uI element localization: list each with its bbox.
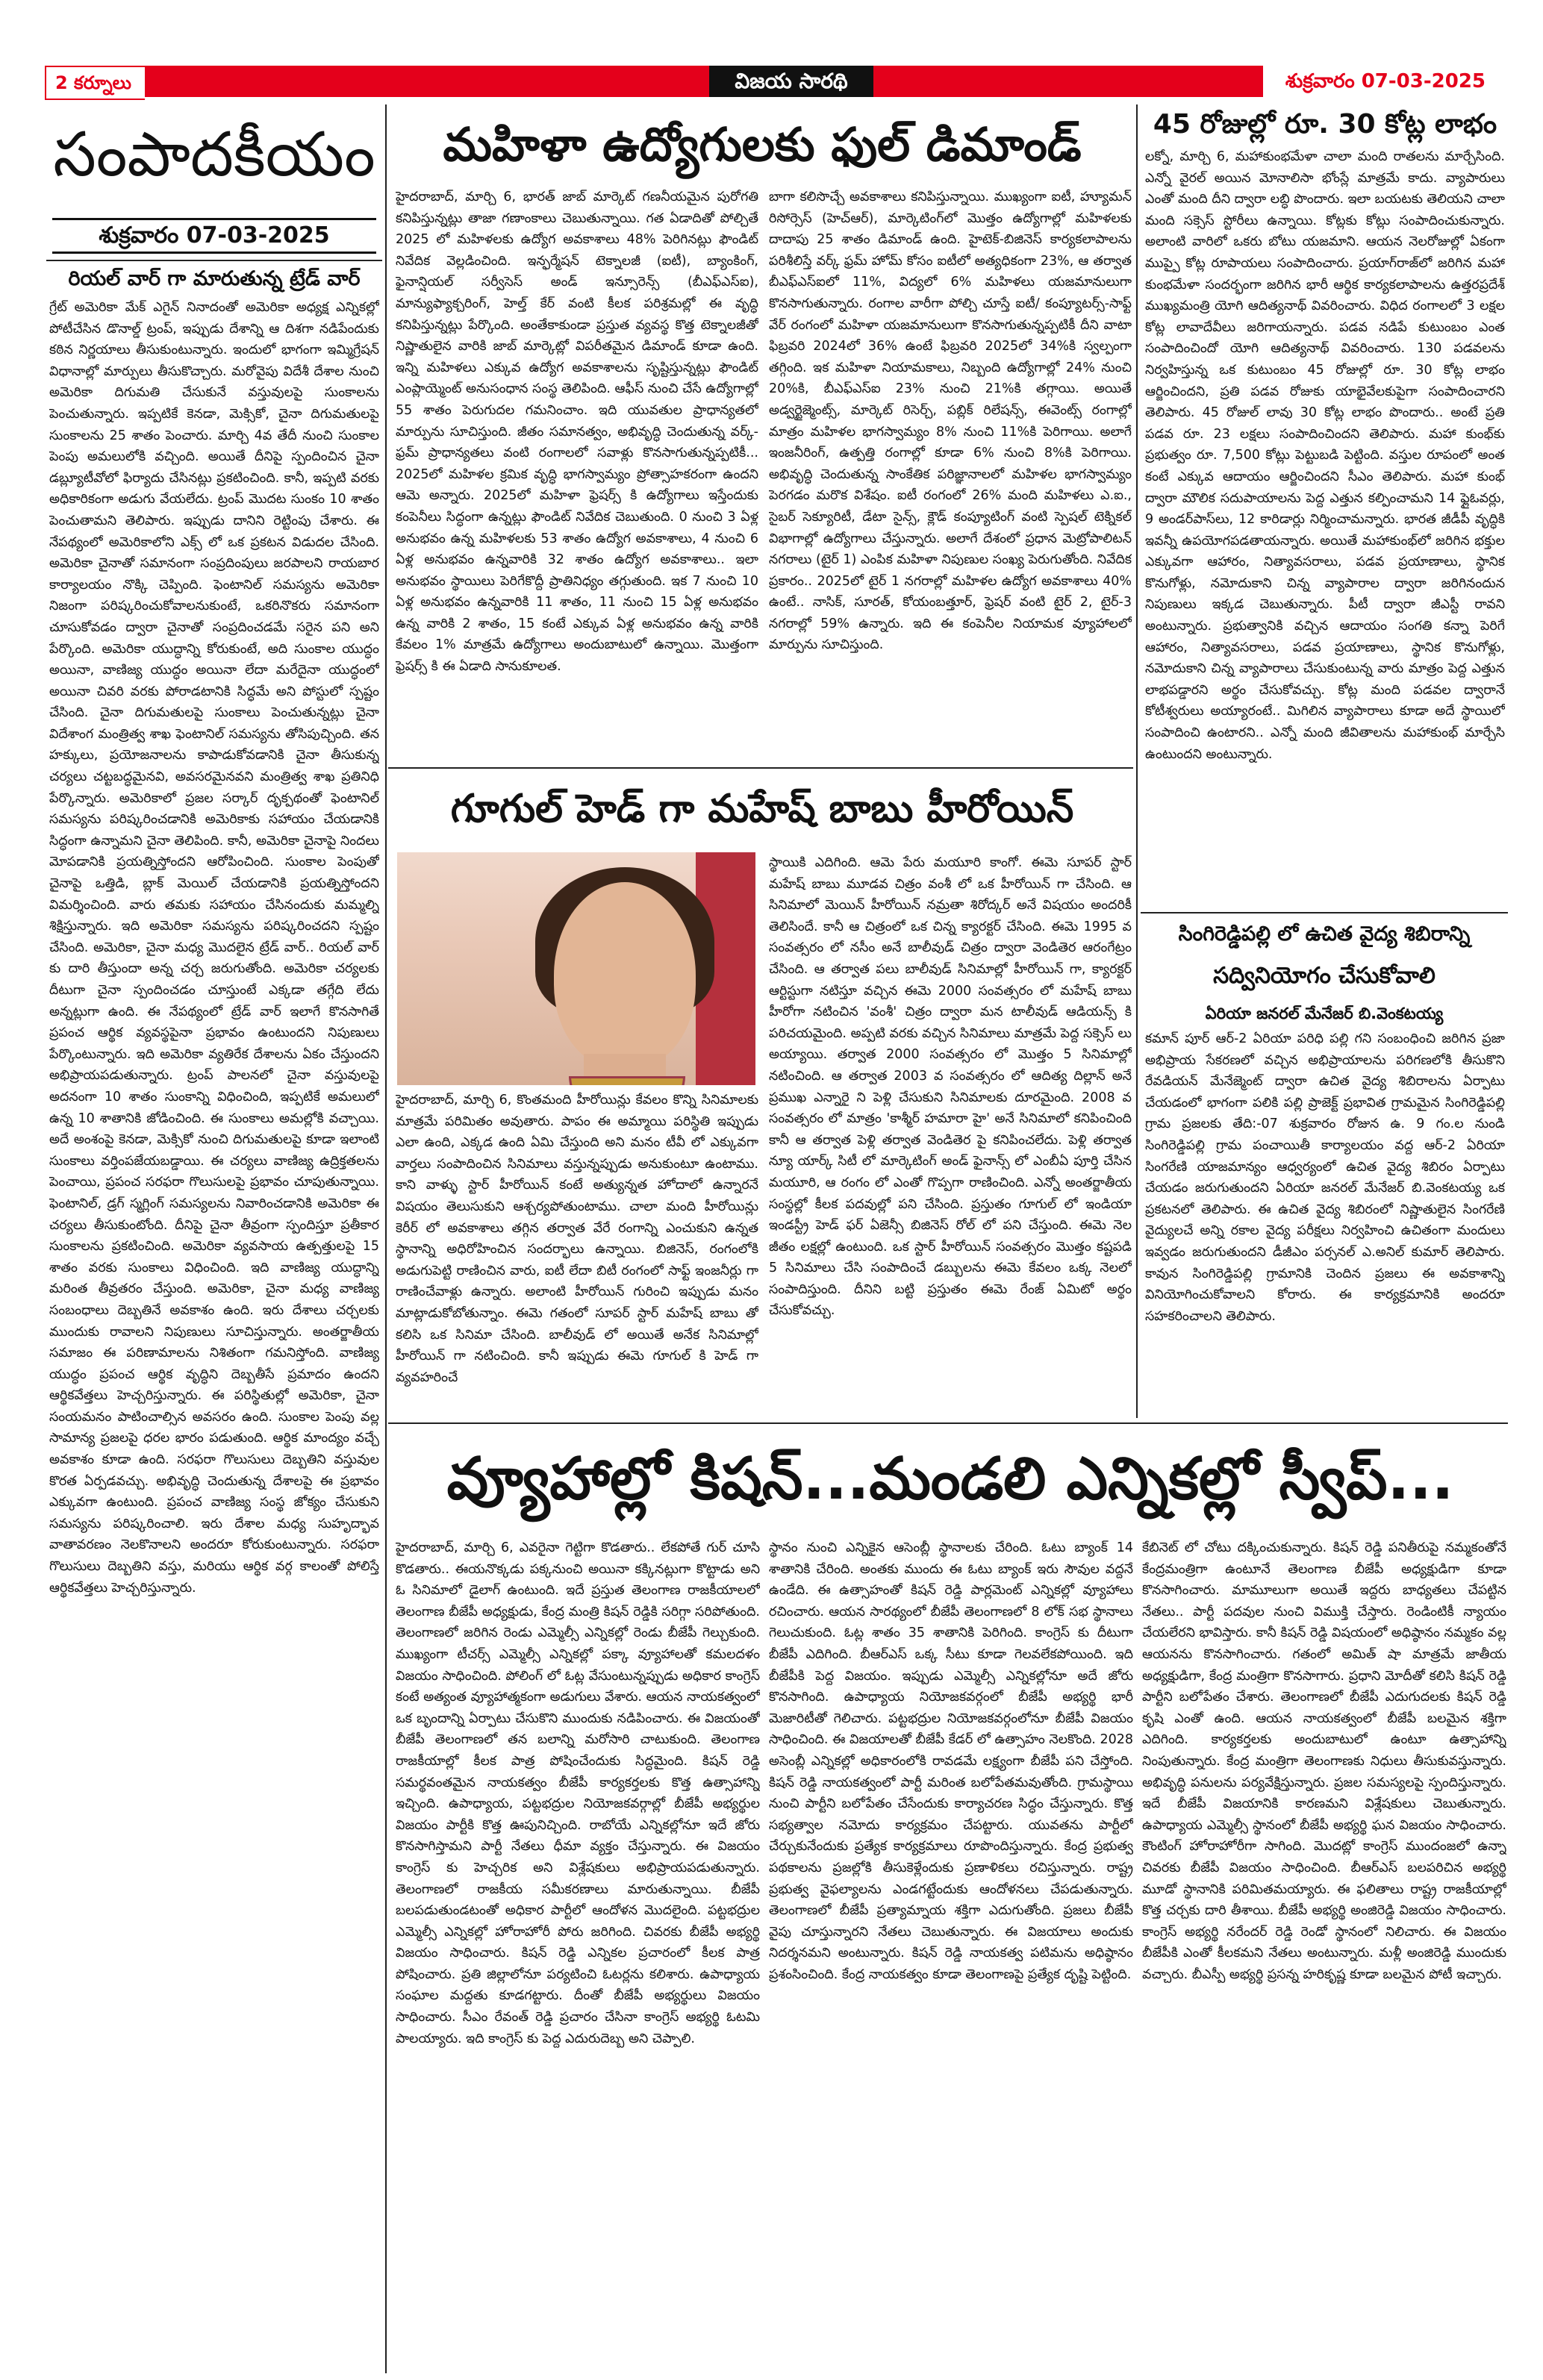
column-rule-right (1136, 104, 1138, 1418)
editorial-body: గ్రేట్ అమెరికా మేక్ ఎగైన్ నినాదంతో అమెరికా అధ్యక్ష ఎన్నికల్లో పోటీచేసిన డొనాల్డ్ ట్రంప్, ఇప్పుడు దేశాన్ని ఆ దిశగా నడిపేందుకు కఠిన నిర్ణయాలు తీసుకుంటున్నారు. ఇందులో భాగంగా ఇమ్మిగ్రేషన్ విధానాల్లో మార్పులు తీసుకొచ్చారు. మరోవైపు విదేశీ దేశాల నుంచి అమెరికా దిగుమతి చేసుకునే వస్తువులపై సుంకాలను పెంచుతున్నారు. ఇప్పటికే కెనడా, మెక్సికో, చైనా దిగుమతులపై సుంకాలను 25 శాతం పెంచారు. మార్చి 4వ తేదీ నుంచి సుంకాల పెంపు అమలులోకి వచ్చింది. అయితే దీనిపై స్పందించిన చైనా డబ్ల్యూటీవోలో ఫిర్యాదు చేసినట్లు ప్రకటించింది. కానీ, ఇప్పటి వరకు అధికారికంగా అడుగు వేయలేదు. ట్రంప్ మొదట సుంకం 10 శాతం పెంచుతామని తెలిపారు. ఇప్పుడు దానిని రెట్టింపు చేశారు. ఈ నేపథ్యంలో అమెరికాలోని ఎక్స్ లో ఒక ప్రకటన విడుదల చేసింది. అమెరికా చైనాతో సమానంగా సంప్రదింపులు జరపాలని రాయబార కార్యాలయం నొక్కి చెప్పింది. ఫెంటానిల్ సమస్యను అమెరికా నిజంగా పరిష్కరించుకోవాలనుకుంటే, ఒకరినొకరు సమానంగా చూసుకోవడం ద్వారా చైనాతో సంప్రదించడమే సరైన పని అని పేర్కొంది. అమెరికా యుద్ధాన్ని కోరుకుంటే, అది సుంకాల యుద్ధం అయినా, వాణిజ్య యుద్ధం అయినా లేదా మరేదైనా యుద్ధంలో అయినా చివరి వరకు పోరాడటానికి సిద్ధమే అని పోస్టులో స్పష్టం చేసింది. చైనా దిగుమతులపై సుంకాలు పెంచుతున్నట్లు చైనా విదేశాంగ మంత్రిత్వ శాఖ ఫెంటానిల్ సమస్యను తోసిపుచ్చింది. తన హక్కులు, ప్రయోజనాలను కాపాడుకోవడానికి చైనా తీసుకున్న చర్యలు చట్టబద్ధమైనవి, అవసరమైనవని మంత్రిత్వ శాఖ ప్రతినిధి పేర్కొన్నారు. అమెరికాలో ప్రజల సర్కార్ దృక్పథంతో ఫెంటానిల్ సమస్యను పరిష్కరించడానికి అమెరికాకు సహాయం చేయడానికి సిద్ధంగా ఉన్నామని చైనా తెలిపింది. కానీ, అమెరికా చైనాపై నిందలు మోపడానికి ప్రయత్నిస్తోందని ఆరోపించింది. సుంకాల పెంపుతో చైనాపై ఒత్తిడి, బ్లాక్ మెయిల్ చేయడానికి ప్రయత్నిస్తోందని విమర్శించింది. వారు తమకు సహాయం చేసినందుకు మమ్మల్ని శిక్షిస్తున్నారు. ఇది అమెరికా సమస్యను పరిష్కరించదని స్పష్టం చేసింది. అమెరికా, చైనా మధ్య మొదలైన ట్రేడ్ వార్.. రియల్ వార్ కు దారి తీస్తుందా అన్న చర్చ జరుగుతోంది. అమెరికా చర్యలకు దీటుగా చైనా స్పందించడం చూస్తుంటే ఎక్కడా తగ్గేది లేదు అన్నట్లుగా ఉంది. ఈ నేపథ్యంలో ట్రేడ్ వార్ ఇలాగే కొనసాగితే ప్రపంచ ఆర్థిక వ్యవస్థపైనా ప్రభావం ఉంటుందని నిపుణులు పేర్కొంటున్నారు. ఇది అమెరికా వ్యతిరేక దేశాలను ఏకం చేస్తుందని అభిప్రాయపడుతున్నారు. ట్రంప్ పాలనలో చైనా వస్తువులపై అదనంగా 10 శాతం సుంకాన్ని విధించింది, ఇప్పటికే అమలులో ఉన్న 10 శాతానికి జోడించింది. ఈ సుంకాలు అమల్లోకి వచ్చాయి. అదే అంశంపై కెనడా, మెక్సికో నుంచి దిగుమతులపై కూడా ఇలాంటి సుంకాలు వర్తింపజేయబడ్డాయి. ఈ చర్యలు వాణిజ్య ఉద్రిక్తతలను పెంచాయి, ప్రపంచ సరఫరా గొలుసులపై ప్రభావం చూపుతున్నాయి. ఫెంటానిల్, డ్రగ్ స్మగ్లింగ్ సమస్యలను నివారించడానికి అమెరికా ఈ చర్యలు తీసుకుంటోంది. దీనిపై చైనా తీవ్రంగా స్పందిస్తూ ప్రతీకార సుంకాలను ప్రకటించింది. అమెరికా వ్యవసాయ ఉత్పత్తులపై 15 శాతం వరకు సుంకాలు విధించింది. ఇది వాణిజ్య యుద్ధాన్ని మరింత తీవ్రతరం చేస్తుంది. అమెరికా, చైనా మధ్య వాణిజ్య సంబంధాలు దెబ్బతినే అవకాశం ఉంది. ఇరు దేశాలు చర్చలకు ముందుకు రావాలని నిపుణులు సూచిస్తున్నారు. అంతర్జాతీయ సమాజం ఈ పరిణామాలను నిశితంగా గమనిస్తోంది. వాణిజ్య యుద్ధం ప్రపంచ ఆర్థిక వృద్ధిని దెబ్బతీసే ప్రమాదం ఉందని ఆర్థికవేత్తలు హెచ్చరిస్తున్నారు. ఈ పరిస్థితుల్లో అమెరికా, చైనా సంయమనం పాటించాల్సిన అవసరం ఉంది. సుంకాల పెంపు వల్ల సామాన్య ప్రజలపై ధరల భారం పడుతుంది. ఆర్థిక మాంద్యం వచ్చే అవకాశం కూడా ఉంది. సరఫరా గొలుసులు దెబ్బతిని వస్తువుల కొరత ఏర్పడవచ్చు. అభివృద్ధి చెందుతున్న దేశాలపై ఈ ప్రభావం ఎక్కువగా ఉంటుంది. ప్రపంచ వాణిజ్య సంస్థ జోక్యం చేసుకుని సమస్యను పరిష్కరించాలి. ఇరు దేశాల మధ్య సుహృద్భావ వాతావరణం నెలకొనాలని అందరూ కోరుకుంటున్నారు. సరఫరా గొలుసులు దెబ్బతిని వస్తు, మరియు ఆర్థిక వర్గ కాలంతో పోలిస్తే ఆర్థికవేత్తలు హెచ్చరిస్తున్నారు. (49, 300, 379, 1596)
editorial-title-display: సంపాదకీయం (53, 119, 375, 190)
health-camp-byline: ఏరియా జనరల్ మేనేజర్ బి.వెంకటయ్య (1205, 1005, 1444, 1022)
mahesh-col1: హైదరాబాద్, మార్చి 6, కొంతమంది హీరోయిన్లు కేవలం కొన్ని సినిమాలకు మాత్రమే పరిమితం అవుతారు. పాపం ఈ అమ్మాయి పరిస్థితి ఇప్పుడు ఎలా ఉంది, ఎక్కడ ఉంది ఏమి చేస్తుంది అని మనం టీవీ లో ఎక్కువగా వార్తలు సంపాదించిన సినిమాలు వస్తున్నప్పుడు అనుకుంటూ ఉంటాము. కాని వాళ్ళు స్టార్ హీరోయిన్ కంటే అత్యున్నత హోదాలో ఉన్నారనే విషయం తెలుసుకుని ఆశ్చర్యపోతుంటాము. చాలా మంది హీరోయిన్లు కెరీర్ లో అవకాశాలు తగ్గిన తర్వాత వేరే రంగాన్ని ఎంచుకుని ఉన్నత స్థానాన్ని అధిరోహించిన సందర్భాలు ఉన్నాయి. బిజినెస్, రంగంలోకి అడుగుపెట్టి రాణించిన వారు, ఐటీ లేదా బిటీ రంగంలో సాఫ్ట్ ఇంజనీర్లు గా రాణించేవాళ్లు ఉన్నారు. అలాంటి హీరోయిన్ గురించి ఇప్పుడు మనం మాట్లాడుకోబోతున్నాం. ఈమె గతంలో సూపర్ స్టార్ మహేష్ బాబు తో కలిసి ఒక సినిమా చేసింది. బాలీవుడ్ లో అయితే అనేక సినిమాల్లో హీరోయిన్ గా నటించింది. కానీ ఇప్పుడు ఈమె గూగుల్ కి హెడ్ గా వ్యవహరించే (396, 1093, 758, 1385)
editorial-divider (46, 260, 382, 261)
health-camp-headline-1: సింగిరెడ్డిపల్లి లో ఉచిత వైద్య శిబిరాన్ని (1178, 922, 1471, 946)
election-col3: కేబినెట్ లో చోటు దక్కించుకున్నారు. కిషన్ రెడ్డి పనితీరుపై నమ్మకంతోనే కేంద్రమంత్రిగా ఉంటూనే తెలంగాణ బీజేపీ అధ్యక్షుడిగా కూడా కొనసాగించారు. మామూలుగా అయితే ఇద్దరు బాధ్యతలు చేపట్టిన నేతలు.. పార్టీ పదవుల నుంచి విముక్తి చేస్తారు. రెండింటికీ న్యాయం చేయలేరని భావిస్తారు. కానీ కిషన్ రెడ్డి విషయంలో అధిష్ఠానం నమ్మకం వల్ల ఆయనను కొనసాగించారు. గతంలో అమిత్ షా మాత్రమే జాతీయ అధ్యక్షుడిగా, కేంద్ర మంత్రిగా కొనసాగారు. ప్రధాని మోదీతో కలిసి కిషన్ రెడ్డి పార్టీని బలోపేతం చేశారు. తెలంగాణలో బీజేపీ ఎదుగుదలకు కిషన్ రెడ్డి కృషి ఎంతో ఉంది. ఆయన నాయకత్వంలో బీజేపీ బలమైన శక్తిగా ఎదిగింది. కార్యకర్తలకు అందుబాటులో ఉంటూ ఉత్సాహాన్ని నింపుతున్నారు. కేంద్ర మంత్రిగా తెలంగాణకు నిధులు తీసుకువస్తున్నారు. అభివృద్ధి పనులను పర్యవేక్షిస్తున్నారు. ప్రజల సమస్యలపై స్పందిస్తున్నారు. ఇదే బీజేపీ విజయానికి కారణమని విశ్లేషకులు చెబుతున్నారు. ఉపాధ్యాయ ఎమ్మెల్సీ స్థానంలో బీజేపీ అభ్యర్థి ఘన విజయం సాధించారు. కౌంటింగ్ హోరాహోరీగా సాగింది. మొదట్లో కాంగ్రెస్ ముందంజలో ఉన్నా చివరకు బీజేపీ విజయం సాధించింది. బీఆర్ఎస్ బలపరిచిన అభ్యర్థి మూడో స్థానానికి పరిమితమయ్యారు. ఈ ఫలితాలు రాష్ట్ర రాజకీయాల్లో కొత్త చర్చకు దారి తీశాయి. బీజేపీ అభ్యర్థి అంజిరెడ్డి విజయం సాధించారు. కాంగ్రెస్ అభ్యర్థి నరేందర్ రెడ్డి రెండో స్థానంలో నిలిచారు. ఈ విజయం బీజేపీకి ఎంతో కీలకమని నేతలు అంటున్నారు. మళ్లీ అంజిరెడ్డి ముందుకు వచ్చారు. బీఎస్పీ అభ్యర్థి ప్రసన్న హరికృష్ణ కూడా బలమైన పోటీ ఇచ్చారు. (1142, 1540, 1506, 1982)
page-number: 2 కర్నూలు (45, 66, 145, 100)
women-jobs-col1: హైదరాబాద్, మార్చి 6, భారత్ జాబ్ మార్కెట్ గణనీయమైన పురోగతి కనిపిస్తున్నట్లు తాజా గణాంకాలు చెబుతున్నాయి. గత ఏడాదితో పోల్చితే 2025 లో మహిళలకు ఉద్యోగ అవకాశాలు 48% పెరిగినట్లు ఫౌండిట్ నివేదిక వెల్లడించింది. ఇన్ఫర్మేషన్ టెక్నాలజీ (ఐటీ), బ్యాంకింగ్, ఫైనాన్షియల్ సర్వీసెస్ అండ్ ఇన్సూరెన్స్ (బీఎఫ్ఎస్ఐ), మాన్యుఫ్యాక్చరింగ్, హెల్త్ కేర్ వంటి కీలక పరిశ్రమల్లో ఈ వృద్ధి కనిపిస్తున్నట్లు పేర్కొంది. అంతేకాకుండా ప్రస్తుత వ్యవస్థ కొత్త టెక్నాలజీతో నిష్ణాతులైన వారికి జాబ్ మార్కెట్లో విపరీతమైన డిమాండ్ కూడా ఉంది. ఇన్ని మహిళలు ఎక్కువ ఉద్యోగ అవకాశాలను సృష్టిస్తున్నట్లు ఫౌండిట్ ఎంప్లాయ్మెంట్ అనుసంధాన సంస్థ తెలిపింది. ఆఫీస్ నుంచి చేసే ఉద్యోగాల్లో 55 శాతం పెరుగుదల గమనించాం. ఇది యువతుల ప్రాధాన్యతలో మార్పును సూచిస్తుంది. జీతం సమానత్వం, అభివృద్ధి చెందుతున్న వర్క్‌-ఫ్రమ్ ప్రాధాన్యతలు వంటి రంగాలలో సవాళ్లు కొనసాగుతున్నప్పటికీ... 2025లో మహిళల క్రమిక వృద్ధి భాగస్వామ్యం ప్రోత్సాహకరంగా ఉందని ఆమె అన్నారు. 2025లో మహిళా ఫ్రెషర్స్ కి ఉద్యోగాలు ఇస్తేందుకు కంపెనీలు సిద్ధంగా ఉన్నట్లు ఫౌండిట్ నివేదిక చెబుతుంది. 0 నుంచి 3 ఏళ్ల అనుభవం ఉన్న మహిళలకు 53 శాతం ఉద్యోగ అవకాశాలు, 4 నుంచి 6 ఏళ్ల అనుభవం ఉన్నవారికి 32 శాతం ఉద్యోగ అవకాశాలు.. ఇలా అనుభవం స్థాయిలు పెరిగేకొద్దీ ప్రాతినిధ్యం తగ్గుతుంది. ఇక 7 నుంచి 10 ఏళ్ల అనుభవం ఉన్నవారికి 11 శాతం, 11 నుంచి 15 ఏళ్ల అనుభవం ఉన్న వారికి 2 శాతం, 15 కంటే ఎక్కువ ఏళ్ల అనుభవం ఉన్న వారికి కేవలం 1% మాత్రమే ఉద్యోగాలు అందుబాటులో ఉన్నాయి. మొత్తంగా ఫ్రెషర్స్ కి ఈ ఏడాది సానుకూలత. (396, 190, 758, 675)
election-headline: వ్యూహాల్లో కిషన్...మండలి ఎన్నికల్లో స్వీప్... (446, 1446, 1454, 1513)
women-jobs-headline: మహిళా ఉద్యోగులకు ఫుల్ డిమాండ్ (443, 117, 1082, 172)
kumbh-divider (1141, 912, 1508, 913)
actress-photo (397, 852, 755, 1085)
editorial-headline: రియల్ వార్ గా మారుతున్న ట్రేడ్ వార్ (68, 267, 361, 290)
mahesh-headline: గూగుల్ హెడ్ గా మహేష్ బాబు హీరోయిన్ (450, 787, 1074, 831)
mahesh-divider (388, 1422, 1508, 1424)
health-camp-headline-2: సద్వినియోగం చేసుకోవాలి (1213, 963, 1436, 989)
header-date: శుక్రవారం 07-03-2025 (1263, 66, 1508, 97)
women-jobs-divider (388, 767, 1133, 769)
column-rule-left (385, 104, 387, 2373)
editorial-date: శుక్రవారం 07-03-2025 (52, 218, 376, 254)
mahesh-col2: స్థాయికి ఎదిగింది. ఆమె పేరు మయూరి కాంగో. ఈమె సూపర్ స్టార్ మహేష్ బాబు మూడవ చిత్రం వంశీ లో ఒక హీరోయిన్ గా చేసింది. ఆ సినిమాలో మెయిన్ హీరోయిన్ నమ్రతా శిరోద్కర్ అనే విషయం అందరికీ తెలిసిందే. కానీ ఆ చిత్రంలో ఒక చిన్న క్యారక్టర్ చేసింది. ఈమె 1995 వ సంవత్సరం లో నసీం అనే బాలీవుడ్ చిత్రం ద్వారా వెండితెర ఆరంగేట్రం చేసింది. ఆ తర్వాత పలు బాలీవుడ్ సినిమాల్లో హీరోయిన్ గా, క్యారక్టర్ ఆర్టిస్టుగా నటిస్తూ వచ్చిన ఈమె 2000 సంవత్సరం లో మహేష్ బాబు హీరోగా నటించిన 'వంశీ' చిత్రం ద్వారా మన టాలీవుడ్ ఆడియన్స్ కి పరిచయమైంది. అప్పటి వరకు వచ్చిన సినిమాలు మాత్రమే పెద్ద సక్సెస్ లు అయ్యాయి. తర్వాత 2000 సంవత్సరం లో మొత్తం 5 సినిమాల్లో నటించింది. ఆ తర్వాత 2003 వ సంవత్సరం లో ఆదిత్య దిల్లాన్ అనే ప్రముఖ ఎన్నారై ని పెళ్లి చేసుకుని సినిమాలకు దూరమైంది. 2008 వ సంవత్సరం లో మాత్రం 'కాశ్మీర్ హమారా హై' అనే సినిమాలో కనిపించింది కానీ ఆ తర్వాత పెళ్లి తర్వాత వెండితెర పై కనిపించలేదు. పెళ్లి తర్వాత న్యూ యార్క్ సిటీ లో మార్కెటింగ్ అండ్ ఫైనాన్స్ లో ఎంబీఏ పూర్తి చేసిన మయూరి, ఆ రంగం లో ఎంతో గొప్పగా రాణించింది. ఎన్నో అంతర్జాతీయ సంస్థల్లో కీలక పదవుల్లో పని చేసింది. ప్రస్తుతం గూగుల్ లో ఇండియా ఇండస్ట్రీ హెడ్ ఫర్ ఏజెన్సీ బిజినెస్ రోల్ లో పని చేస్తుంది. ఈమె నెల జీతం లక్షల్లో ఉంటుంది. ఒక స్టార్ హీరోయిన్ సంవత్సరం మొత్తం కష్టపడి 5 సినిమాలు చేసి సంపాదించే డబ్బులను ఈమె కేవలం ఒక్క నెలలో సంపాదిస్తుంది. దీనిని బట్టి ప్రస్తుతం ఈమె రేంజ్ ఏమిటో అర్థం చేసుకోవచ్చు. (769, 855, 1132, 1319)
election-col2: స్థానం నుంచి ఎన్నికైన ఆసెంబ్లీ స్థానాలకు చేరింది. ఓటు బ్యాంక్ 14 శాతానికి చేరింది. అంతకు ముందు ఈ ఓటు బ్యాంక్ ఇరు సౌవుల వద్దనే ఉండేది. ఈ ఉత్సాహంతో కిషన్ రెడ్డి పార్లమెంట్ ఎన్నికల్లో వ్యూహాలు రచించారు. ఆయన సారథ్యంలో బీజేపీ తెలంగాణలో 8 లోక్ సభ స్థానాలు గెలుచుకుంది. ఓట్ల శాతం 35 శాతానికి పెరిగింది. కాంగ్రెస్ కు దీటుగా బీజేపీ ఎదిగింది. బీఆర్ఎస్ ఒక్క సీటు కూడా గెలవలేకపోయింది. ఇది బీజేపీకి పెద్ద విజయం. ఇప్పుడు ఎమ్మెల్సీ ఎన్నికల్లోనూ అదే జోరు కొనసాగింది. ఉపాధ్యాయ నియోజకవర్గంలో బీజేపీ అభ్యర్థి భారీ మెజారిటీతో గెలిచారు. పట్టభద్రుల నియోజకవర్గంలోనూ బీజేపీ విజయం సాధించింది. ఈ విజయాలతో బీజేపీ కేడర్ లో ఉత్సాహం నెలకొంది. 2028 అసెంబ్లీ ఎన్నికల్లో అధికారంలోకి రావడమే లక్ష్యంగా బీజేపీ పని చేస్తోంది. కిషన్ రెడ్డి నాయకత్వంలో పార్టీ మరింత బలోపేతమవుతోంది. గ్రామస్థాయి నుంచి పార్టీని బలోపేతం చేసేందుకు కార్యాచరణ సిద్ధం చేస్తున్నారు. కొత్త సభ్యత్వాల నమోదు కార్యక్రమం చేపట్టారు. యువతను పార్టీలో చేర్చుకునేందుకు ప్రత్యేక కార్యక్రమాలు రూపొందిస్తున్నారు. కేంద్ర ప్రభుత్వ పథకాలను ప్రజల్లోకి తీసుకెళ్లేందుకు ప్రణాళికలు రచిస్తున్నారు. రాష్ట్ర ప్రభుత్వ వైఫల్యాలను ఎండగట్టేందుకు ఆందోళనలు చేపడుతున్నారు. తెలంగాణలో బీజేపీ ప్రత్యామ్నాయ శక్తిగా ఎదుగుతోంది. ప్రజలు బీజేపీ వైపు చూస్తున్నారని నేతలు చెబుతున్నారు. ఈ విజయాలు అందుకు నిదర్శనమని అంటున్నారు. కిషన్ రెడ్డి నాయకత్వ పటిమను అధిష్ఠానం ప్రశంసించింది. కేంద్ర నాయకత్వం కూడా తెలంగాణపై ప్రత్యేక దృష్టి పెట్టింది. (769, 1540, 1133, 1982)
women-jobs-col2: బాగా కలిసొచ్చే అవకాశాలు కనిపిస్తున్నాయి. ముఖ్యంగా ఐటీ, హ్యూమన్ రిసోర్సెస్ (హెచ్ఆర్), మార్కెటింగ్‌లో మొత్తం ఉద్యోగాల్లో మహిళలకు దాదాపు 25 శాతం డిమాండ్ ఉంది. హైటెక్-బిజినెస్ కార్యకలాపాలను పరిశీలిస్తే వర్క్ ఫ్రమ్ హోమ్ కోసం ఐటీలో అత్యధికంగా 23%, ఆ తర్వాత బీఎఫ్ఎస్ఐలో 11%, విద్యలో 6% మహిళలు యజమానులుగా కొనసాగుతున్నారు. రంగాల వారీగా పోల్చి చూస్తే ఐటీ/ కంప్యూటర్స్-సాఫ్ట్ వేర్ రంగంలో మహిళా యజమానులుగా కొనసాగుతున్నప్పటికీ దీని వాటా ఫిబ్రవరి 2024లో 36% ఉంటే ఫిబ్రవరి 2025లో 34%కి స్వల్పంగా తగ్గింది. ఇక మహిళా నియామకాలు, నిబ్బంది ఉద్యోగాల్లో 24% నుంచి 20%కి, బీఎఫ్ఎస్ఐ 23% నుంచి 21%కి తగ్గాయి. అయితే అడ్వర్టైజ్మెంట్స్, మార్కెట్ రిసెర్చ్, పబ్లిక్ రిలేషన్స్, ఈవెంట్స్ రంగాల్లో మాత్రం మహిళల భాగస్వామ్యం 8% నుంచి 11%కి పెరిగాయి. అలాగే ఇంజనీరింగ్, ఉత్పత్తి రంగాల్లో కూడా 6% నుంచి 8%కి పెరిగాయి. అభివృద్ధి చెందుతున్న సాంకేతిక పరిజ్ఞానాలలో మహిళల భాగస్వామ్యం పెరగడం మరొక విశేషం. ఐటీ రంగంలో 26% మంది మహిళలు ఎ.ఐ., సైబర్ సెక్యూరిటీ, డేటా సైన్స్, క్లౌడ్ కంప్యూటింగ్ వంటి స్పెషల్ టెక్నికల్ విభాగాల్లో ఉద్యోగాలు చేస్తున్నారు. అలాగే దేశంలో ప్రధాన మెట్రోపాలిటన్ నగరాలు (టైర్ 1) ఎంపిక మహిళా నిపుణుల సంఖ్య పెరుగుతోంది. నివేదిక ప్రకారం.. 2025లో టైర్ 1 నగరాల్లో మహిళల ఉద్యోగ అవకాశాలు 40% ఉంటే.. నాసిక్, సూరత్, కోయంబత్తూర్, ఫ్రెషర్ వంటి టైర్ 2, టైర్-3 నగరాల్లో 59% ఉన్నారు. ఇది ఈ కంపెనీల నియామక వ్యూహాలలో మార్పును సూచిస్తుంది. (769, 190, 1132, 653)
masthead: విజయ సారథి (709, 66, 873, 97)
kumbh-headline: 45 రోజుల్లో రూ. 30 కోట్ల లాభం (1153, 109, 1497, 140)
health-camp-body: కమాన్ పూర్ ఆర్-2 ఏరియా పరిధి పల్లి గని సంబంధించి జరిగిన ప్రజా అభిప్రాయ సేకరణలో వచ్చిన అభిప్రాయాలను పరిగణలోకి తీసుకొని రేవడియన్ మేనేజ్మెంట్ ద్వారా ఉచిత వైద్య శిబిరాలను ఏర్పాటు చేయడంలో భాగంగా పలికి పల్లి ప్రాజెక్ట్ ప్రభావిత గ్రామమైన సింగిరెడ్డిపల్లి గ్రామ ప్రజలకు తేది:-07 శుక్రవారం రోజున ఉ. 9 గం.ల నుండి సింగిరెడ్డిపల్లి గ్రామ పంచాయితీ కార్యాలయం వద్ద ఆర్-2 ఏరియా సింగరేణి యాజమాన్యం ఆధ్వర్యంలో ఉచిత వైద్య శిబిరం ఏర్పాటు చేయడం జరుగుతుందని ఏరియా జనరల్ మేనేజర్ బి.వెంకటయ్య ఒక ప్రకటనలో తెలిపారు. ఈ ఉచిత వైద్య శిబిరంలో నిష్ణాతులైన సింగరేణి వైద్యులచే అన్ని రకాల వైద్య పరీక్షలు నిర్వహించి ఉచితంగా మందులు ఇవ్వడం జరుగుతుందని డీజీఎం పర్సనల్ ఎ.అనిల్ కుమార్ తెలిపారు. కావున సింగిరెడ్డిపల్లి గ్రామానికి చెందిన ప్రజలు ఈ అవకాశాన్ని వినియోగించుకోవాలని కోరారు. ఈ కార్యక్రమానికి అందరూ సహకరించాలని తెలిపారు. (1145, 1031, 1505, 1324)
election-col1: హైదరాబాద్, మార్చి 6, ఎవరైనా గెట్టిగా కొడతారు.. లేకపోతే గుర్ చూసి కొడతారు.. ఈయనొక్కడు పక్కనుంచి అయినా కక్కినట్లుగా కొట్టాడు అని ఓ సినిమాలో డైలాగ్ ఉంటుంది. ఇదే ప్రస్తుత తెలంగాణ రాజకీయాలలో తెలంగాణ బీజేపీ అధ్యక్షుడు, కేంద్ర మంత్రి కిషన్ రెడ్డికి సరిగ్గా సరిపోతుంది. తెలంగాణలో జరిగిన రెండు ఎమ్మెల్సీ ఎన్నికల్లో రెండు బీజేపీ గెల్చుకుంది. ముఖ్యంగా టీచర్స్ ఎమ్మెల్సీ ఎన్నికల్లో పక్కా వ్యూహాలతో కమలదళం విజయం సాధించింది. పోలింగ్ లో ఓట్ల వేసుంటున్నప్పుడు అధికార కాంగ్రెస్ కంటే అత్యంత వ్యూహాత్మకంగా అడుగులు వేశారు. ఆయన నాయకత్వంలో ఒక బృందాన్ని ఏర్పాటు చేసుకొని ముందుకు నడిపించారు. ఈ విజయంతో బీజేపీ తెలంగాణలో తన బలాన్ని మరోసారి చాటుకుంది. తెలంగాణ రాజకీయాల్లో కీలక పాత్ర పోషించేందుకు సిద్ధమైంది. కిషన్ రెడ్డి సమర్థవంతమైన నాయకత్వం బీజేపీ కార్యకర్తలకు కొత్త ఉత్సాహాన్ని ఇచ్చింది. ఉపాధ్యాయ, పట్టభద్రుల నియోజకవర్గాల్లో బీజేపీ అభ్యర్థుల విజయం పార్టీకి కొత్త ఊపునిచ్చింది. రాబోయే ఎన్నికల్లోనూ ఇదే జోరు కొనసాగిస్తామని పార్టీ నేతలు ధీమా వ్యక్తం చేస్తున్నారు. ఈ విజయం కాంగ్రెస్ కు హెచ్చరిక అని విశ్లేషకులు అభిప్రాయపడుతున్నారు. తెలంగాణలో రాజకీయ సమీకరణాలు మారుతున్నాయి. బీజేపీ బలపడుతుండటంతో అధికార పార్టీలో ఆందోళన మొదలైంది. పట్టభద్రుల ఎమ్మెల్సీ ఎన్నికల్లో హోరాహోరీ పోరు జరిగింది. చివరకు బీజేపీ అభ్యర్థి విజయం సాధించారు. కిషన్ రెడ్డి ఎన్నికల ప్రచారంలో కీలక పాత్ర పోషించారు. ప్రతి జిల్లాలోనూ పర్యటించి ఓటర్లను కలిశారు. ఉపాధ్యాయ సంఘాల మద్దతు కూడగట్టారు. దీంతో బీజేపీ అభ్యర్థులు విజయం సాధించారు. సీఎం రేవంత్ రెడ్డి ప్రచారం చేసినా కాంగ్రెస్ అభ్యర్థి ఓటమి పాలయ్యారు. ఇది కాంగ్రెస్ కు పెద్ద ఎదురుదెబ్బ అని చెప్పాలి. (396, 1540, 760, 2046)
header-bar (45, 66, 1508, 97)
kumbh-body: లక్నో, మార్చి 6, మహాకుంభమేళా చాలా మంది రాతలను మార్చేసింది. ఎన్నో వైరల్ అయిన మోనాలిసా భోంస్లే మాత్రమే కాదు. వ్యాపారులు ఎంతో మంది దీని ద్వారా లబ్ధి పొందారు. ఇలా బయటకు తెలియని చాలా మంది సక్సెస్ స్టోరీలు ఉన్నాయి. కోట్లకు కోట్లు సంపాదించుకున్నారు. అలాంటి వారిలో ఒకరు బోటు యజమాని. ఆయన నెలరోజుల్లో ఏకంగా ముప్పై కోట్ల రూపాయలు సంపాదించారు. ప్రయాగ్‌రాజ్‌లో జరిగిన మహా కుంభమేళా సందర్భంగా జరిగిన భారీ ఆర్థిక కార్యకలాపాలను ఉత్తరప్రదేశ్ ముఖ్యమంత్రి యోగి ఆదిత్యనాథ్ వివరించారు. విధిద రంగాలలో 3 లక్షల కోట్ల లావాదేవీలు జరిగాయన్నారు. పడవ నడిపే కుటుంబం ఎంత సంపాదించిందో యోగి ఆదిత్యనాథ్ వివరించారు. 130 పడవలను నిర్వహిస్తున్న ఒక కుటుంబం 45 రోజుల్లో రూ. 30 కోట్ల లాభం ఆర్జించిందని, ప్రతి పడవ రోజుకు యాభైవేలకుపైగా సంపాదించారని తెలిపారు. 45 రోజుల్ లావు 30 కోట్ల లాభం పొందారు.. అంటే ప్రతి పడవ రూ. 23 లక్షలు సంపాదించిందని తెలిపారు. మహా కుంభ్‌కు ప్రభుత్వం రూ. 7,500 కోట్లు పెట్టుబడి పెట్టింది. వస్తుల రూపంలో అంత కంటే ఎక్కువ ఆదాయం ఆర్జించిందని సీఎం తెలిపారు. మహా కుంభ్ ద్వారా మౌలిక సదుపాయాలను పెద్ద ఎత్తున కల్పించామని 14 ఫ్లైఓవర్లు, 9 అండర్‌పాస్‌లు, 12 కారిడార్లు నిర్మించామన్నారు. భారత జీడీపీ వృద్ధికి ఇవన్నీ ఉపయోగపడతాయన్నారు. అయితే మహాకుంభ్‌లో జరిగిన భక్తుల ఎక్కువగా ఆహారం, నిత్యావసరాలు, పడవ ప్రయాణాలు, స్థానిక కొనుగోళ్లు, నమోదుకాని చిన్న వ్యాపారాల ద్వారా జరిగినందున నిపుణులు ఇక్కడ చెబుతున్నారు. పీటీ ద్వారా జీఎస్టీ రావని అంటున్నారు. ప్రభుత్వానికి వచ్చిన ఆదాయం సంగతి కన్నా పెరిగే ఆహారం, నిత్యావసరాలు, పడవ ప్రయాణాలు, స్థానిక కొనుగోళ్లు, నమోదుకాని చిన్న వ్యాపారాలు చేసుకుంటున్న వారు మాత్రం పెద్ద ఎత్తున లాభపడ్డారని అర్థం చేసుకోవచ్చు. కోట్ల మంది పడవల ద్వారానే కోటీశ్వరులు అయ్యారంటే.. మిగిలిన వ్యాపారాలు కూడా అదే స్థాయిలో సంపాదించి ఉంటారని.. ఎన్నో మంది జీవితాలను మహాకుంభ్ మార్చేసి ఉంటుందని అంటున్నారు. (1145, 149, 1505, 762)
